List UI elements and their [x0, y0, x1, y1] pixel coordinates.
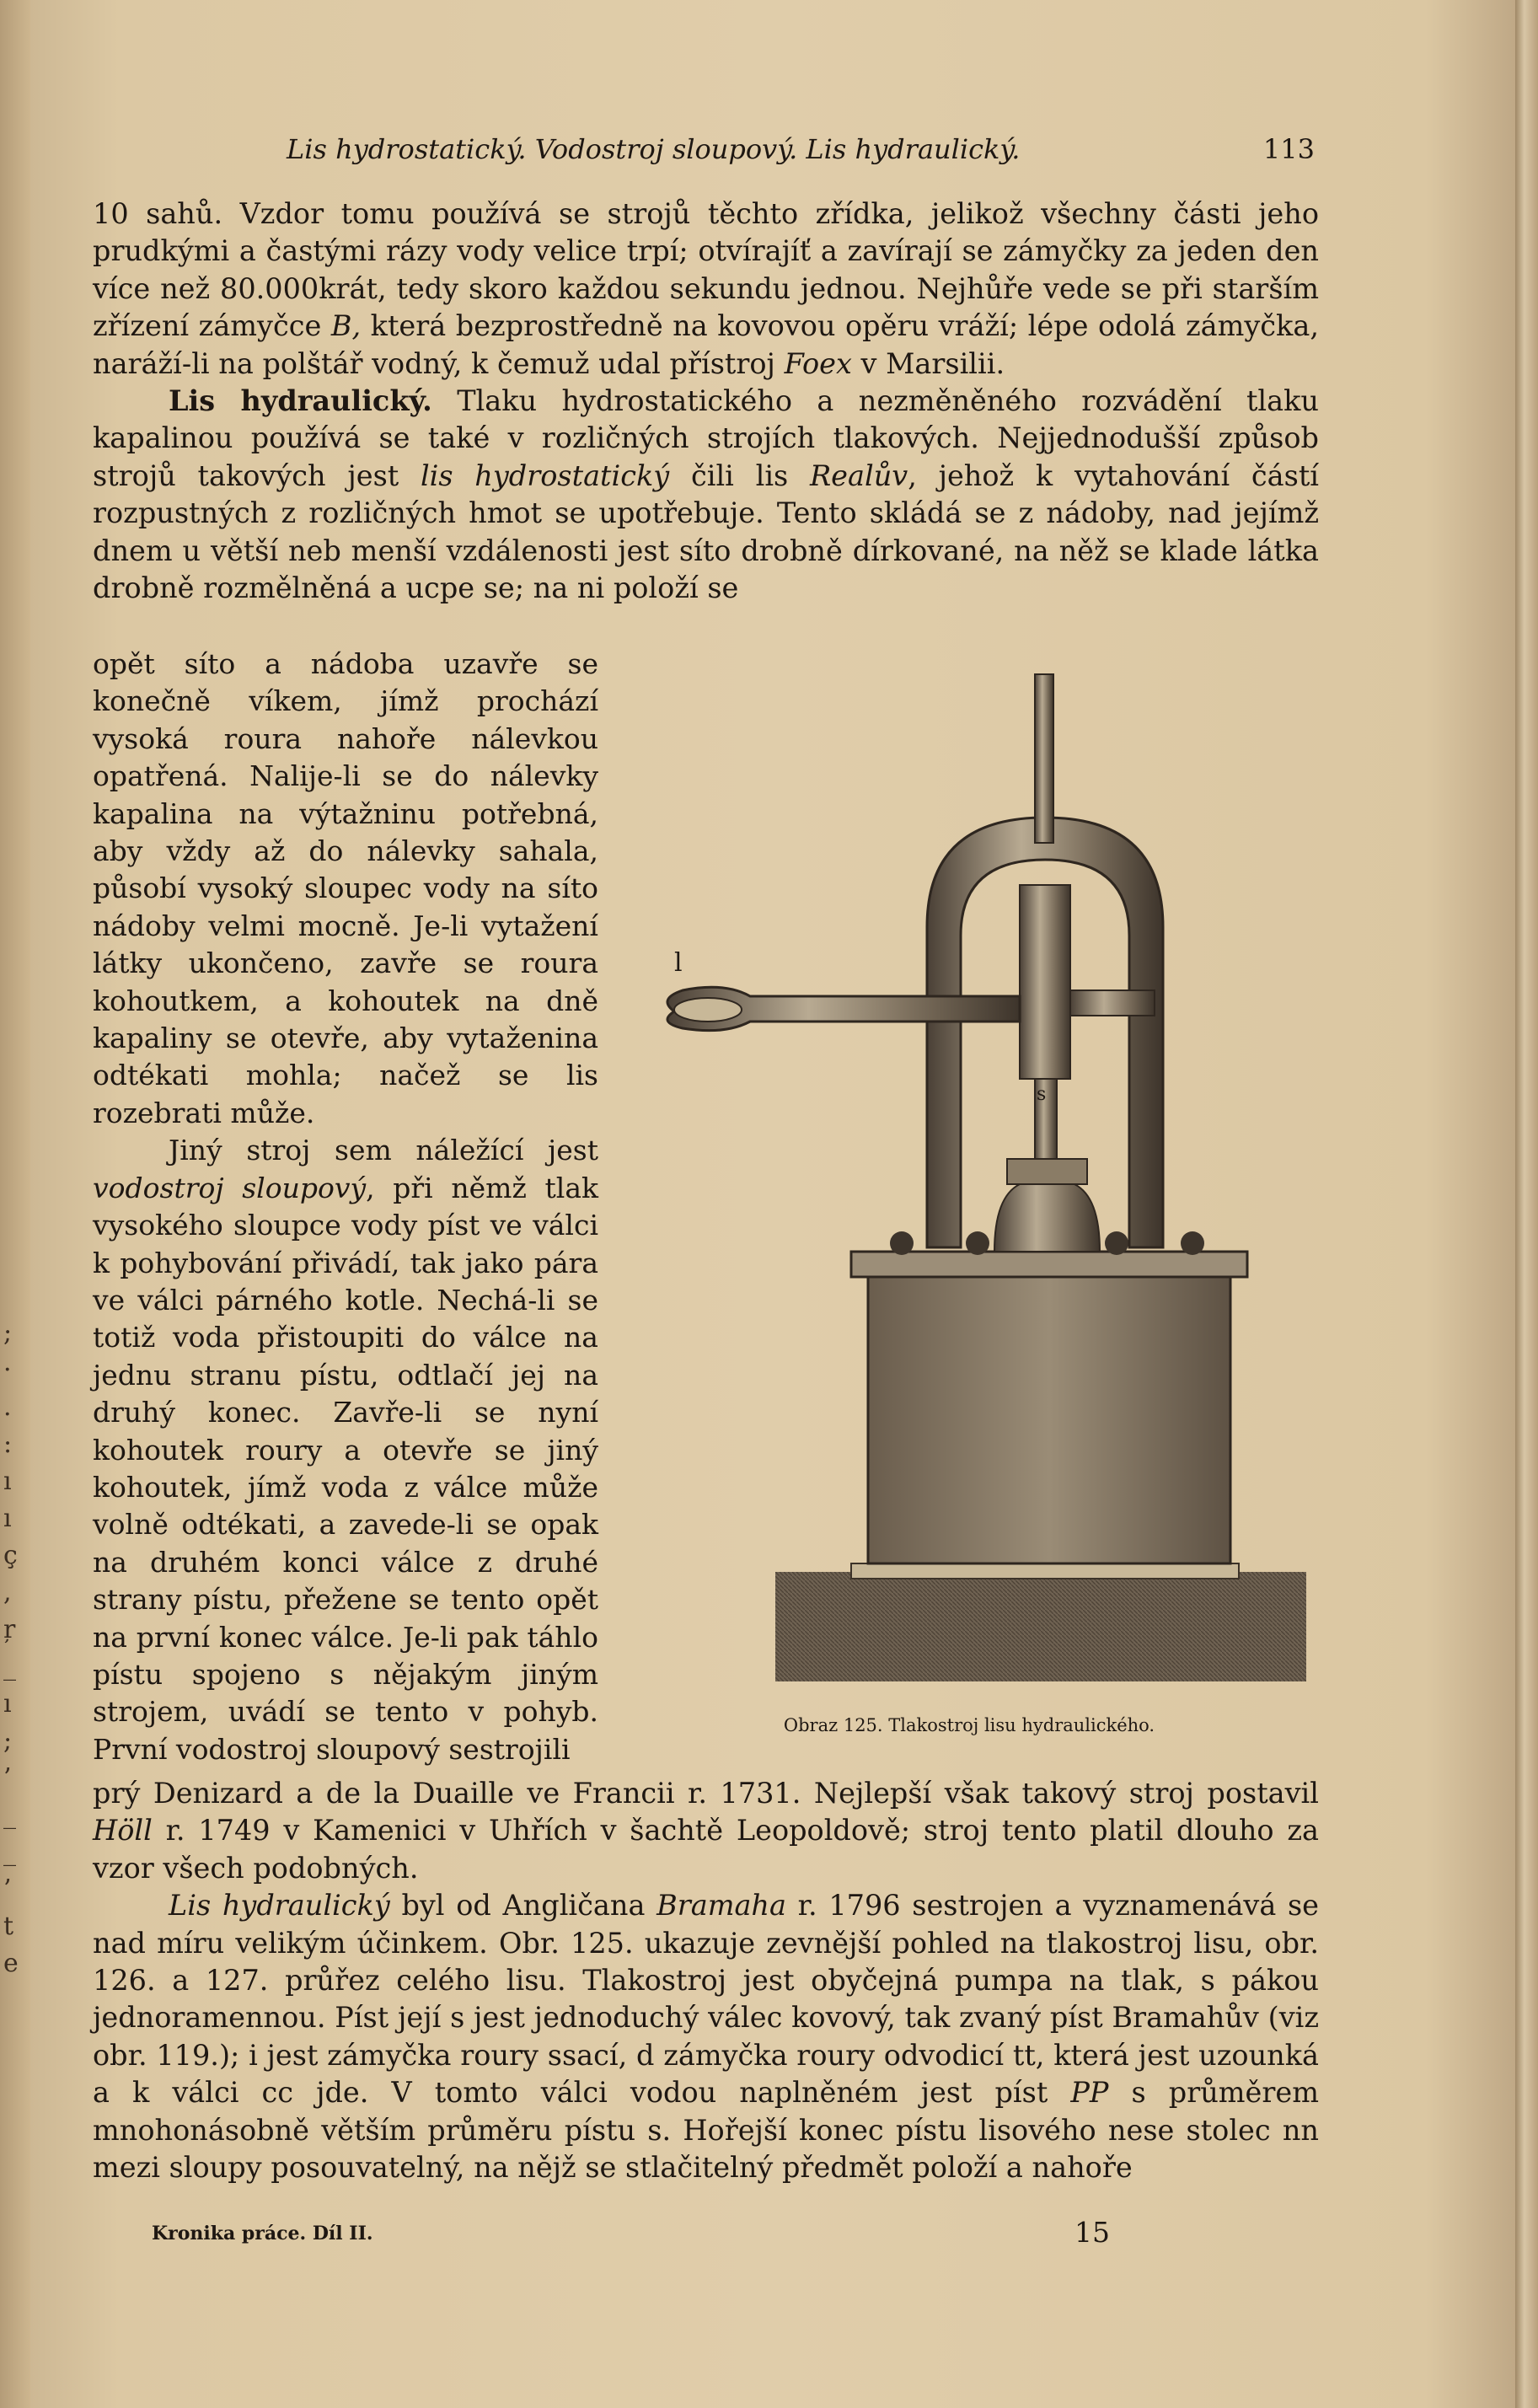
margin-marks	[3, 1315, 25, 1982]
margin-mark: _	[3, 1652, 16, 1681]
valve-bell	[994, 1184, 1100, 1252]
margin-mark: ı	[3, 1467, 12, 1496]
margin-mark: e	[3, 1949, 19, 1978]
page-number: 113	[1262, 133, 1315, 165]
ruler-plate	[851, 1563, 1239, 1579]
book-spine	[0, 0, 30, 2408]
margin-mark: .	[3, 1392, 12, 1422]
gland	[1007, 1159, 1087, 1184]
margin-mark: ç	[3, 1541, 18, 1570]
bolt	[1181, 1231, 1204, 1255]
margin-mark: t	[3, 1912, 14, 1941]
lever-pivot	[1070, 990, 1155, 1016]
bolt	[1105, 1231, 1128, 1255]
margin-mark: ;	[3, 1318, 13, 1348]
tank-lid	[851, 1252, 1247, 1277]
margin-mark: ı	[3, 1689, 12, 1719]
paragraph-1: 10 sahů. Vzdor tomu používá se strojů těchto zřídka, jelikož všechny části jeho prudkými a častými rázy vody velice trpí; otvírajíť a zavírají se zámyčky za jeden den více než 80.000krát, tedy skoro každou sekundu jednou. Nejhůře vede se při starším zřízení zámyčce B, která bezprostředně na kovovou opěru vráží; lépe odolá zámyčka, naráží-li na polštář vodný, k čemuž udal přístroj Foex v Marsilii.	[93, 197, 1319, 380]
top-text-block	[93, 196, 1319, 607]
floor-base	[775, 1572, 1306, 1681]
plunger-guide	[1020, 885, 1070, 1079]
margin-mark: ’	[3, 1763, 12, 1793]
label-s: s	[1037, 1084, 1047, 1105]
paragraph-5: prý Denizard a de la Duaille ve Francii r. 1731. Nejlepší však takový stroj postavil Höll r. 1749 v Kamenici v Uhřích v šachtě Leopoldově; stroj tento platil dlouho za vzor všech podobných.	[93, 1777, 1319, 1885]
paragraph-4: Jiný stroj sem náležící jest vodostroj sloupový, při němž tlak vysokého sloupce vody píst ve válci k pohybování přivádí, tak jako pára ve válci párného kotle. Nechá-li se totiž voda přistoupiti do válce na jednu stranu pístu, odtlačí jej na druhý konec. Zavře-li se nyní kohoutek roury a otevře se jiný kohoutek, jímž voda z válce může volně odtékati, a zavede-li se opak na druhém konci válce z druhé strany pístu, přežene se tento opět na první konec válce. Je-li pak táhlo pístu spojeno s nějakým jiným strojem, uvádí se tento v pohyb. První vodostroj sloupový sestrojili	[93, 1134, 598, 1766]
volume-title: Kronika práce. Díl II.	[152, 2223, 373, 2244]
bottom-text-block	[93, 1775, 1319, 2186]
page-header	[93, 133, 1315, 175]
page-edge	[1515, 0, 1538, 2408]
bolt	[890, 1231, 914, 1255]
pump-tank	[868, 1273, 1230, 1563]
label-l: l	[674, 948, 683, 978]
running-title: Lis hydrostatický. Vodostroj sloupový. Lis hydraulický.	[287, 133, 1021, 165]
bolt	[966, 1231, 989, 1255]
margin-mark: _	[3, 1837, 16, 1867]
margin-mark: ;	[3, 1726, 13, 1756]
signature-mark: 15	[1074, 2216, 1110, 2249]
margin-mark: ,	[3, 1578, 12, 1607]
margin-mark: ’	[3, 1874, 12, 1904]
margin-mark: _	[3, 1800, 16, 1830]
margin-mark: ı	[3, 1504, 12, 1533]
paragraph-2: Lis hydraulický. Tlaku hydrostatického a nezměněného rozvádění tlaku kapalinou používá se také v rozličných strojích tlakových. Nejjednodušší způsob strojů takových jest lis hydrostatický čili lis Realův, jehož k vytahování částí rozpustných z rozličných hmot se upotřebuje. Tento skládá se z nádoby, nad jejímž dnem u větší neb menší vzdálenosti jest síto drobně dírkované, na něž se klade látka drobně rozmělněná a ucpe se; na ni položí se	[93, 384, 1320, 605]
top-rod	[1035, 674, 1053, 843]
figure-caption: Obraz 125. Tlakostroj lisu hydraulického.	[783, 1715, 1155, 1735]
lever-grip	[674, 998, 742, 1022]
paragraph-6: Lis hydraulický byl od Angličana Bramaha r. 1796 sestrojen a vyznamenává se nad míru velikým účinkem. Obr. 125. ukazuje zevnější pohled na tlakostroj lisu, obr. 126. a 127. průřez celého lisu. Tlakostroj jest obyčejná pumpa na tlak, s pákou jednoramennou. Píst její s jest jednoduchý válec kovový, tak zvaný píst Bramahův (viz obr. 119.); i jest zámyčka roury ssací, d zámyčka roury odvodicí tt, která jest uzounká a k válci cc jde. V tomto válci vodou naplněném jest píst PP s průměrem mnohonásobně větším průměru pístu s. Hořejší konec pístu lisového nese stolec nn mezi sloupy posouvatelný, na nějž se stlačitelný předmět položí a nahoře	[93, 1889, 1319, 2185]
paragraph-3: opět síto a nádoba uzavře se konečně víkem, jímž prochází vysoká roura nahoře nálevkou opatřená. Nalije-li se do nálevky kapalina na výtažninu potřebná, aby vždy až do nálevky sahala, působí vysoký sloupec vody na síto nádoby velmi mocně. Je-li vytažení látky ukončeno, zavře se roura kohoutkem, a kohoutek na dně kapaliny se otevře, aby vytaženina odtékati mohla; načež se lis rozebrati může.	[93, 647, 598, 1129]
hydraulic-press-figure	[624, 657, 1306, 1703]
left-column-text	[93, 646, 598, 1768]
margin-mark: :	[3, 1429, 13, 1459]
margin-mark: ŗ	[3, 1615, 16, 1644]
page-footer	[152, 2216, 1163, 2256]
margin-mark: ·	[3, 1355, 12, 1385]
